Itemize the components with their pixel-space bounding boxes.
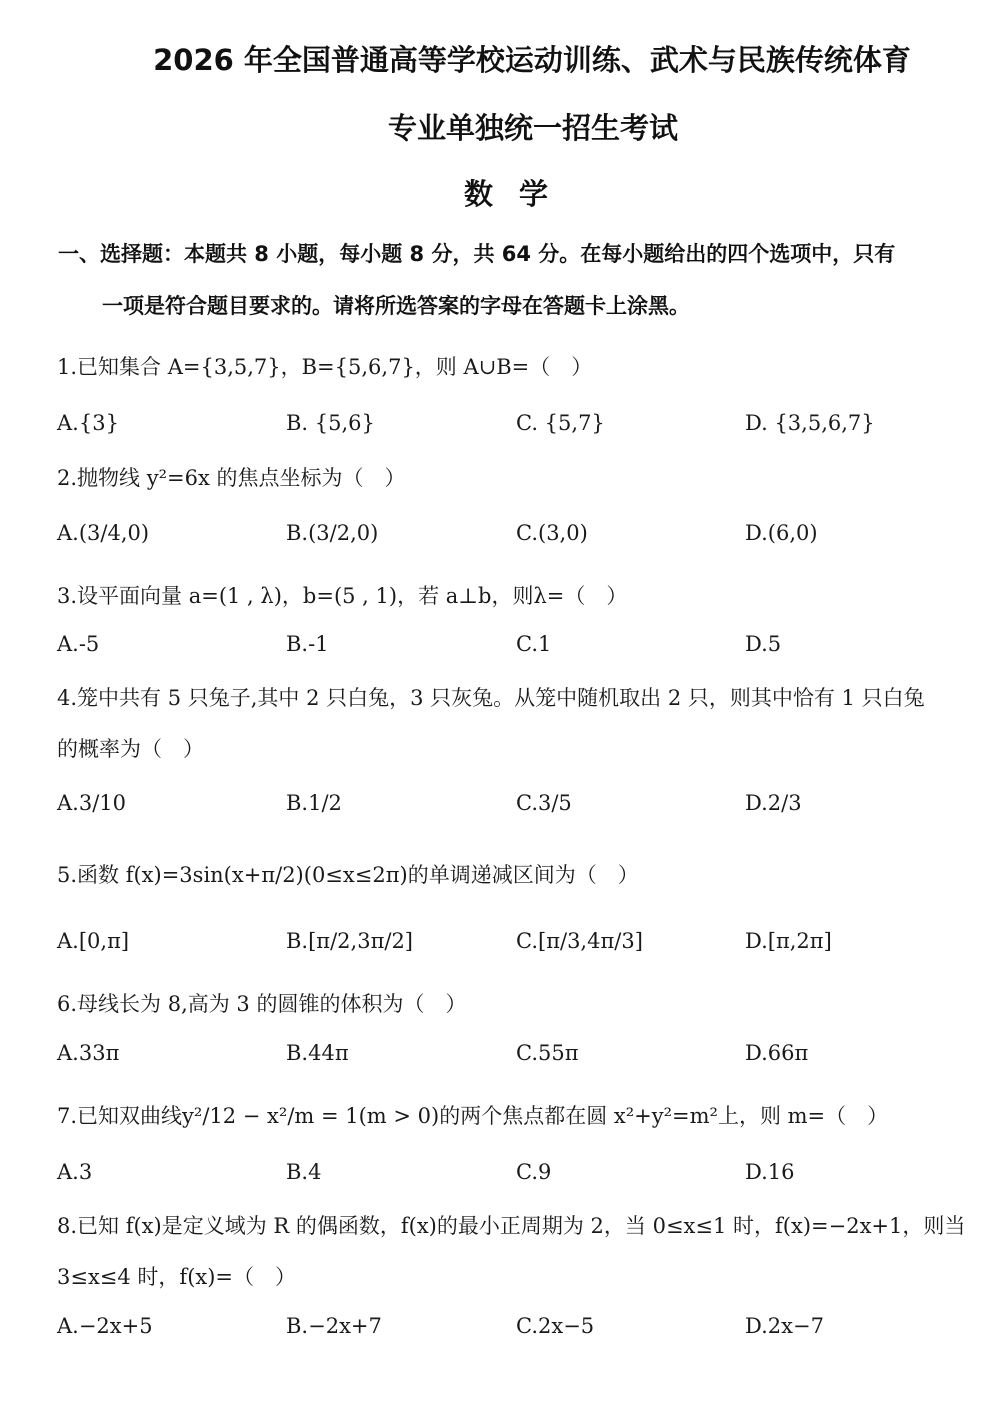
question-8-stem-continued: 3≤x≤4 时，f(x)=（ ）: [57, 1265, 297, 1289]
option-a[interactable]: A.{3}: [57, 411, 119, 435]
option-c[interactable]: C.9: [516, 1160, 552, 1184]
option-a[interactable]: A.3: [57, 1160, 93, 1184]
option-d[interactable]: D.2/3: [745, 791, 802, 815]
question-6-stem: 6.母线长为 8,高为 3 的圆锥的体积为（ ）: [57, 992, 467, 1016]
option-c[interactable]: C.(3,0): [516, 521, 588, 545]
option-d[interactable]: D.16: [745, 1160, 795, 1184]
question-2-options: [57, 521, 977, 555]
question-4-stem-continued: 的概率为（ ）: [57, 737, 204, 761]
option-b[interactable]: B.−2x+7: [286, 1314, 382, 1338]
option-d[interactable]: D.5: [745, 632, 782, 656]
section-instructions-line1: 一、选择题：本题共 8 小题，每小题 8 分，共 64 分。在每小题给出的四个选项中，只有: [58, 242, 896, 266]
question-6-options: [57, 1041, 977, 1075]
exam-title-line2: 专业单独统一招生考试: [387, 111, 678, 145]
option-b[interactable]: B.4: [286, 1160, 322, 1184]
question-2-stem: 2.抛物线 y²=6x 的焦点坐标为（ ）: [57, 466, 406, 490]
question-7-options: [57, 1160, 977, 1194]
option-d[interactable]: D.(6,0): [745, 521, 818, 545]
question-5-stem: 5.函数 f(x)=3sin(x+π/2)(0≤x≤2π)的单调递减区间为（ ）: [57, 863, 639, 887]
option-d[interactable]: D.[π,2π]: [745, 929, 832, 953]
subject-title: 数学: [463, 177, 574, 211]
question-1-options: [57, 411, 977, 445]
question-1-stem: 1.已知集合 A={3,5,7}，B={5,6,7}，则 A∪B=（ ）: [57, 355, 593, 379]
option-a[interactable]: A.(3/4,0): [57, 521, 150, 545]
option-a[interactable]: A.-5: [57, 632, 100, 656]
question-4-stem: 4.笼中共有 5 只兔子,其中 2 只白兔，3 只灰兔。从笼中随机取出 2 只，则其中恰有 1 只白兔: [57, 686, 925, 710]
option-b[interactable]: B. {5,6}: [286, 411, 375, 435]
exam-title-line1: 2026 年全国普通高等学校运动训练、武术与民族传统体育: [153, 43, 911, 77]
option-c[interactable]: C.2x−5: [516, 1314, 595, 1338]
option-c[interactable]: C.3/5: [516, 791, 572, 815]
question-8-stem: 8.已知 f(x)是定义域为 R 的偶函数，f(x)的最小正周期为 2，当 0≤x≤1 时，f(x)=−2x+1，则当: [57, 1214, 966, 1238]
option-b[interactable]: B.(3/2,0): [286, 521, 379, 545]
option-b[interactable]: B.44π: [286, 1041, 349, 1065]
question-3-options: [57, 632, 977, 666]
option-d[interactable]: D. {3,5,6,7}: [745, 411, 875, 435]
option-d[interactable]: D.2x−7: [745, 1314, 824, 1338]
option-b[interactable]: B.[π/2,3π/2]: [286, 929, 414, 953]
option-a[interactable]: A.−2x+5: [57, 1314, 153, 1338]
question-5-options: [57, 929, 977, 963]
question-8-options: [57, 1314, 977, 1348]
option-b[interactable]: B.-1: [286, 632, 329, 656]
option-c[interactable]: C.55π: [516, 1041, 579, 1065]
question-4-options: [57, 791, 977, 825]
section-instructions-line2: 一项是符合题目要求的。请将所选答案的字母在答题卡上涂黑。: [102, 294, 690, 318]
option-a[interactable]: A.[0,π]: [57, 929, 130, 953]
option-a[interactable]: A.3/10: [57, 791, 126, 815]
option-c[interactable]: C.[π/3,4π/3]: [516, 929, 643, 953]
option-b[interactable]: B.1/2: [286, 791, 342, 815]
option-d[interactable]: D.66π: [745, 1041, 809, 1065]
question-3-stem: 3.设平面向量 a=(1 , λ)，b=(5 , 1)，若 a⊥b，则λ=（ ）: [57, 584, 628, 608]
option-c[interactable]: C. {5,7}: [516, 411, 605, 435]
option-c[interactable]: C.1: [516, 632, 552, 656]
question-7-stem: 7.已知双曲线y²/12 − x²/m = 1(m > 0)的两个焦点都在圆 x²+y²=m²上，则 m=（ ）: [57, 1104, 889, 1128]
option-a[interactable]: A.33π: [57, 1041, 120, 1065]
